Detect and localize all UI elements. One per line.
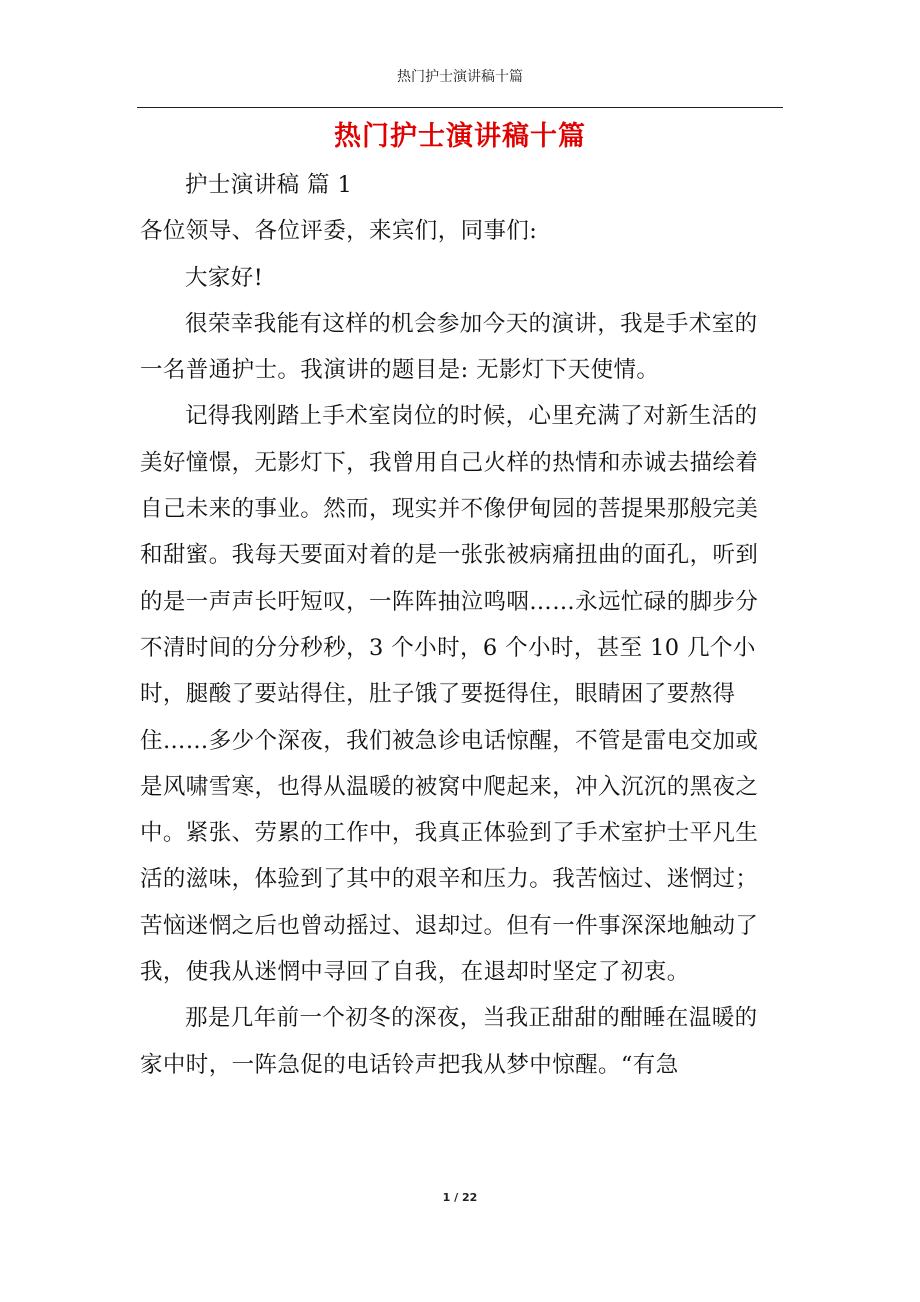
document-title: 热门护士演讲稿十篇	[334, 121, 586, 152]
greeting: 大家好!	[185, 264, 264, 291]
section-heading: 护士演讲稿 篇 1	[185, 172, 353, 198]
body-paragraph: 那是几年前一个初冬的深夜，当我正甜甜的酣睡在温暖的家中时，一阵急促的电话铃声把我从梦中惊醒。“有急	[140, 1005, 758, 1078]
page-number: 1 / 22	[442, 1191, 478, 1204]
header-divider	[137, 107, 783, 108]
document-body	[140, 162, 772, 1088]
salutation: 各位领导、各位评委，来宾们，同事们:	[140, 218, 538, 245]
body-paragraph: 记得我刚踏上手术室岗位的时候，心里充满了对新生活的美好憧憬，无影灯下，我曾用自己火样的热情和赤诚去描绘着自己未来的事业。然而，现实并不像伊甸园的菩提果那般完美和甜蜜。我每天要面对着的是一张张被病痛扭曲的面孔，听到的是一声声长吁短叹，一阵阵抽泣鸣咽……永远忙碌的脚步分不清时间的分分秒秒，3 个小时，6 个小时，甚至 10 几个小时，腿酸了要站得住，肚子饿了要挺得住，眼睛困了要熬得住……多少个深夜，我们被急诊电话惊醒，不管是雷电交加或是风啸雪寒，也得从温暖的被窝中爬起来，冲入沉沉的黑夜之中。紧张、劳累的工作中，我真正体验到了手术室护士平凡生活的滋味，体验到了其中的艰辛和压力。我苦恼过、迷惘过；苦恼迷惘之后也曾动摇过、退却过。但有一件事深深地触动了我，使我从迷惘中寻回了自我，在退却时坚定了初衷。	[140, 403, 759, 986]
running-header: 热门护士演讲稿十篇	[397, 69, 523, 85]
body-paragraph: 很荣幸我能有这样的机会参加今天的演讲，我是手术室的一名普通护士。我演讲的题目是: 无影灯下天使情。	[140, 310, 758, 384]
